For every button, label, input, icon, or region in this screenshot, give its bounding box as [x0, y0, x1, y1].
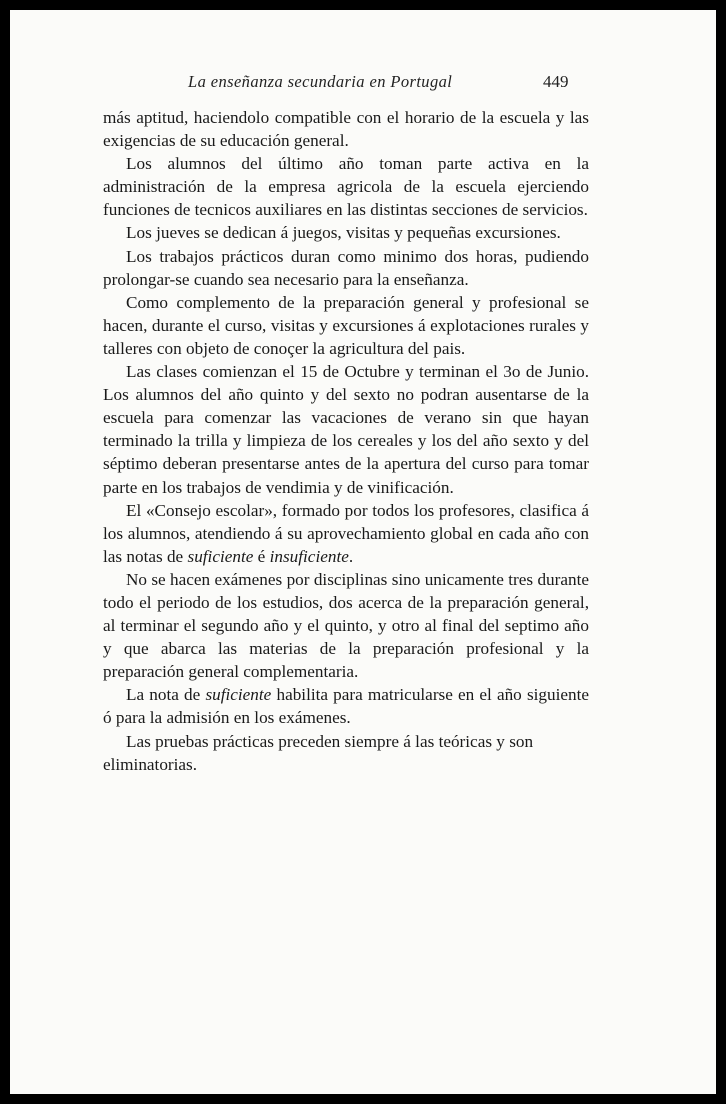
paragraph-complement: Como complemento de la preparación general y profesional se hacen, durante el curso, visitas y excursiones á explotaciones rurales y talleres con objeto de conoçer la agricultura del pais.	[103, 292, 589, 358]
grade-text-after: habilita para matricularse en el año siguiente ó para la admisión en los exámenes.	[103, 685, 589, 728]
grade-sufficient: suficiente	[187, 546, 254, 566]
council-text-before: El «Consejo escolar», formado por todos los profesores, clasifica á los alumnos, atendiendo á su aprovechamiento global en cada año con las notas de	[103, 500, 589, 566]
paragraph-continuation: más aptitud, haciendolo compatible con el horario de la escuela y las exigencias de su educación general.	[103, 108, 589, 151]
grade-insufficient: insuficiente	[269, 546, 349, 566]
council-text-after: .	[348, 546, 354, 566]
page-header	[10, 72, 716, 96]
page-number: 449	[543, 72, 569, 91]
paragraph-school-council	[103, 499, 589, 568]
paragraph-practical-work: Los trabajos prácticos duran como minimo dos horas, pudiendo prolongar-se cuando sea necesario para la enseñanza.	[103, 246, 589, 289]
grade-text-before: La nota de	[126, 685, 206, 705]
running-title: La enseñanza secundaria en Portugal	[188, 72, 453, 91]
paragraph-students-administration: Los alumnos del último año toman parte activa en la administración de la empresa agricola de la escuela ejerciendo funciones de tecnicos auxiliares en las distintas secciones de servicios.	[103, 154, 589, 220]
paragraph-examinations: No se hacen exámenes por disciplinas sino unicamente tres durante todo el periodo de los estudios, dos acerca de la preparación general, al terminar el segundo año y el quinto, y otro al final del septimo año y que abarca las materias de la preparación profesional y la preparación general complementaria.	[103, 569, 589, 682]
paragraph-thursdays: Los jueves se dedican á juegos, visitas y pequeñas excursiones.	[126, 223, 561, 243]
paragraph-practical-tests: Las pruebas prácticas preceden siempre á las teóricas y son eliminatorias.	[103, 731, 534, 774]
grade-sufficient-term: suficiente	[205, 685, 272, 705]
paragraph-sufficient-grade	[103, 683, 589, 729]
council-text-middle: é	[253, 546, 270, 566]
paragraph-classes-schedule: Las clases comienzan el 15 de Octubre y terminan el 3o de Junio. Los alumnos del año quinto y del sexto no podran ausentarse de la escuela para comenzar las vacaciones de verano sin que hayan terminado la trilla y limpieza de los cereales y los del año sexto y del séptimo deberan presentarse antes de la apertura del curso para tomar parte en los trabajos de vendimia y de vinificación.	[103, 362, 589, 497]
body-text	[103, 106, 589, 776]
book-page	[10, 10, 716, 1094]
